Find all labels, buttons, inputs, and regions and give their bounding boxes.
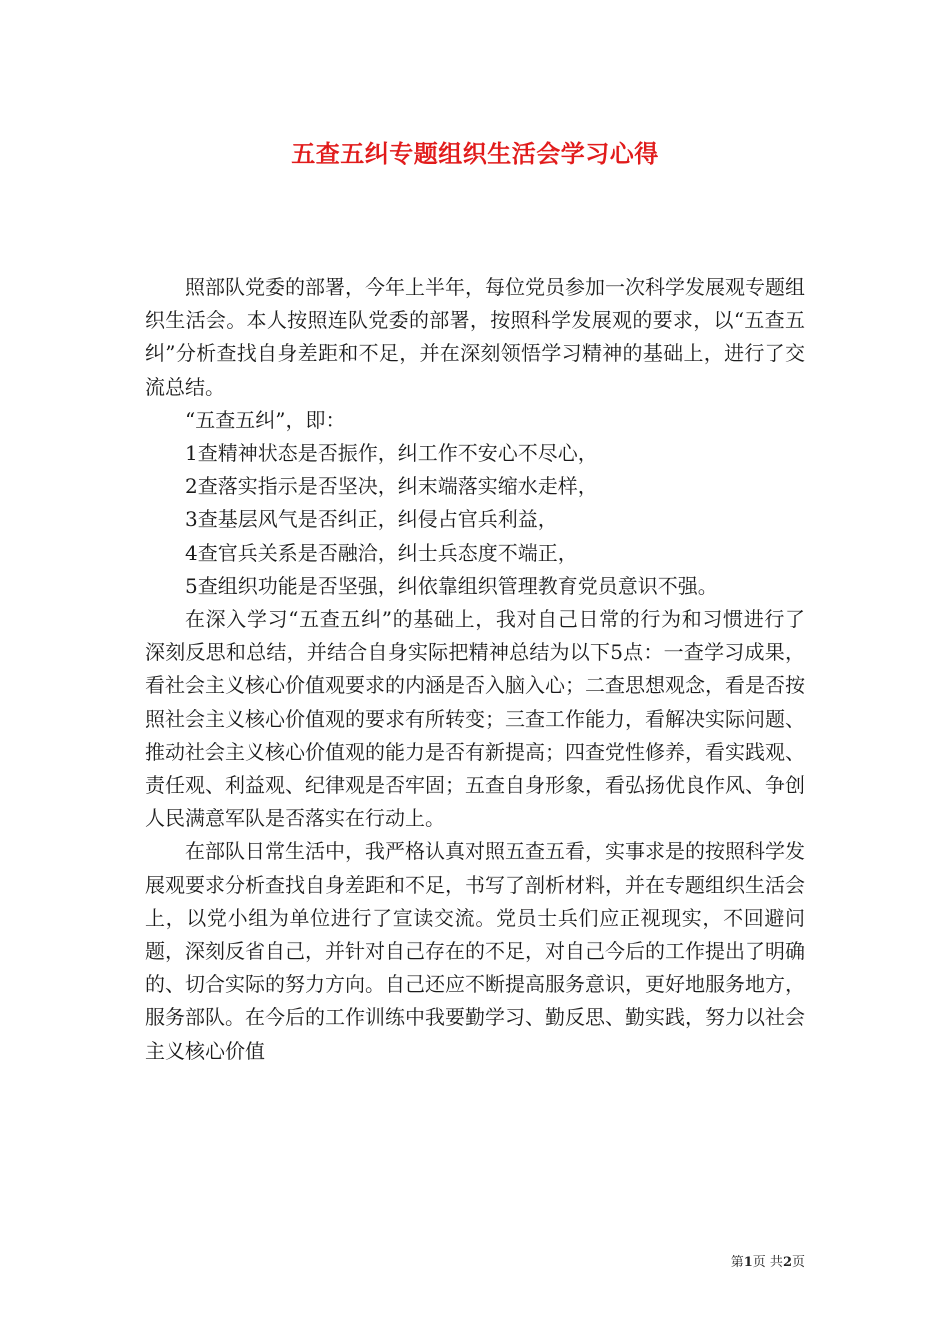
footer-total-pages: 2: [782, 1255, 792, 1270]
list-item-3: 3查基层风气是否纠正，纠侵占官兵利益，: [185, 507, 558, 532]
paragraph-reflection: 在深入学习“五查五纠”的基础上，我对自己日常的行为和习惯进行了深刻反思和总结，并结合自身实际把精神总结为以下5点：一查学习成果，看社会主义核心价值观要求的内涵是否入脑入心；二查思想观念，看是否按照社会主义核心价值观的要求有所转变；三查工作能力，看解决实际问题、推动社会主义核心价值观的能力是否有新提高；四查党性修养，看实践观、责任观、利益观、纪律观是否牢固；五查自身形象，看弘扬优良作风、争创人民满意军队是否落实在行动上。: [145, 607, 805, 831]
list-item-5: 5查组织功能是否坚强，纠依靠组织管理教育党员意识不强。: [185, 573, 718, 598]
paragraph-intro: 照部队党委的部署，今年上半年，每位党员参加一次科学发展观专题组织生活会。本人按照连队党委的部署，按照科学发展观的要求，以“五查五纠”分析查找自身差距和不足，并在深刻领悟学习精神的基础上，进行了交流总结。: [145, 275, 805, 399]
document-title: 五查五纠专题组织生活会学习心得: [291, 139, 659, 168]
footer-middle: 页 共: [752, 1255, 783, 1270]
list-item-1: 1查精神状态是否振作，纠工作不安心不尽心，: [185, 441, 598, 466]
footer-prefix: 第: [730, 1255, 744, 1270]
footer-current-page: 1: [743, 1255, 753, 1270]
paragraph-definition: “五查五纠”，即：: [185, 407, 346, 432]
paragraph-daily-life: 在部队日常生活中，我严格认真对照五查五看，实事求是的按照科学发展观要求分析查找自身差距和不足，书写了剖析材料，并在专题组织生活会上，以党小组为单位进行了宣读交流。党员士兵们应正视现实，不回避问题，深刻反省自己，并针对自己存在的不足，对自己今后的工作提出了明确的、切合实际的努力方向。自己还应不断提高服务意识，更好地服务地方，服务部队。在今后的工作训练中我要勤学习、勤反思、勤实践，努力以社会主义核心价值: [145, 839, 805, 1063]
list-item-4: 4查官兵关系是否融洽，纠士兵态度不端正，: [185, 540, 578, 565]
footer-suffix: 页: [791, 1255, 805, 1270]
page-number-footer: [731, 1251, 805, 1270]
document-body: [145, 271, 805, 1068]
list-item-2: 2查落实指示是否坚决，纠末端落实缩水走样，: [185, 474, 598, 499]
